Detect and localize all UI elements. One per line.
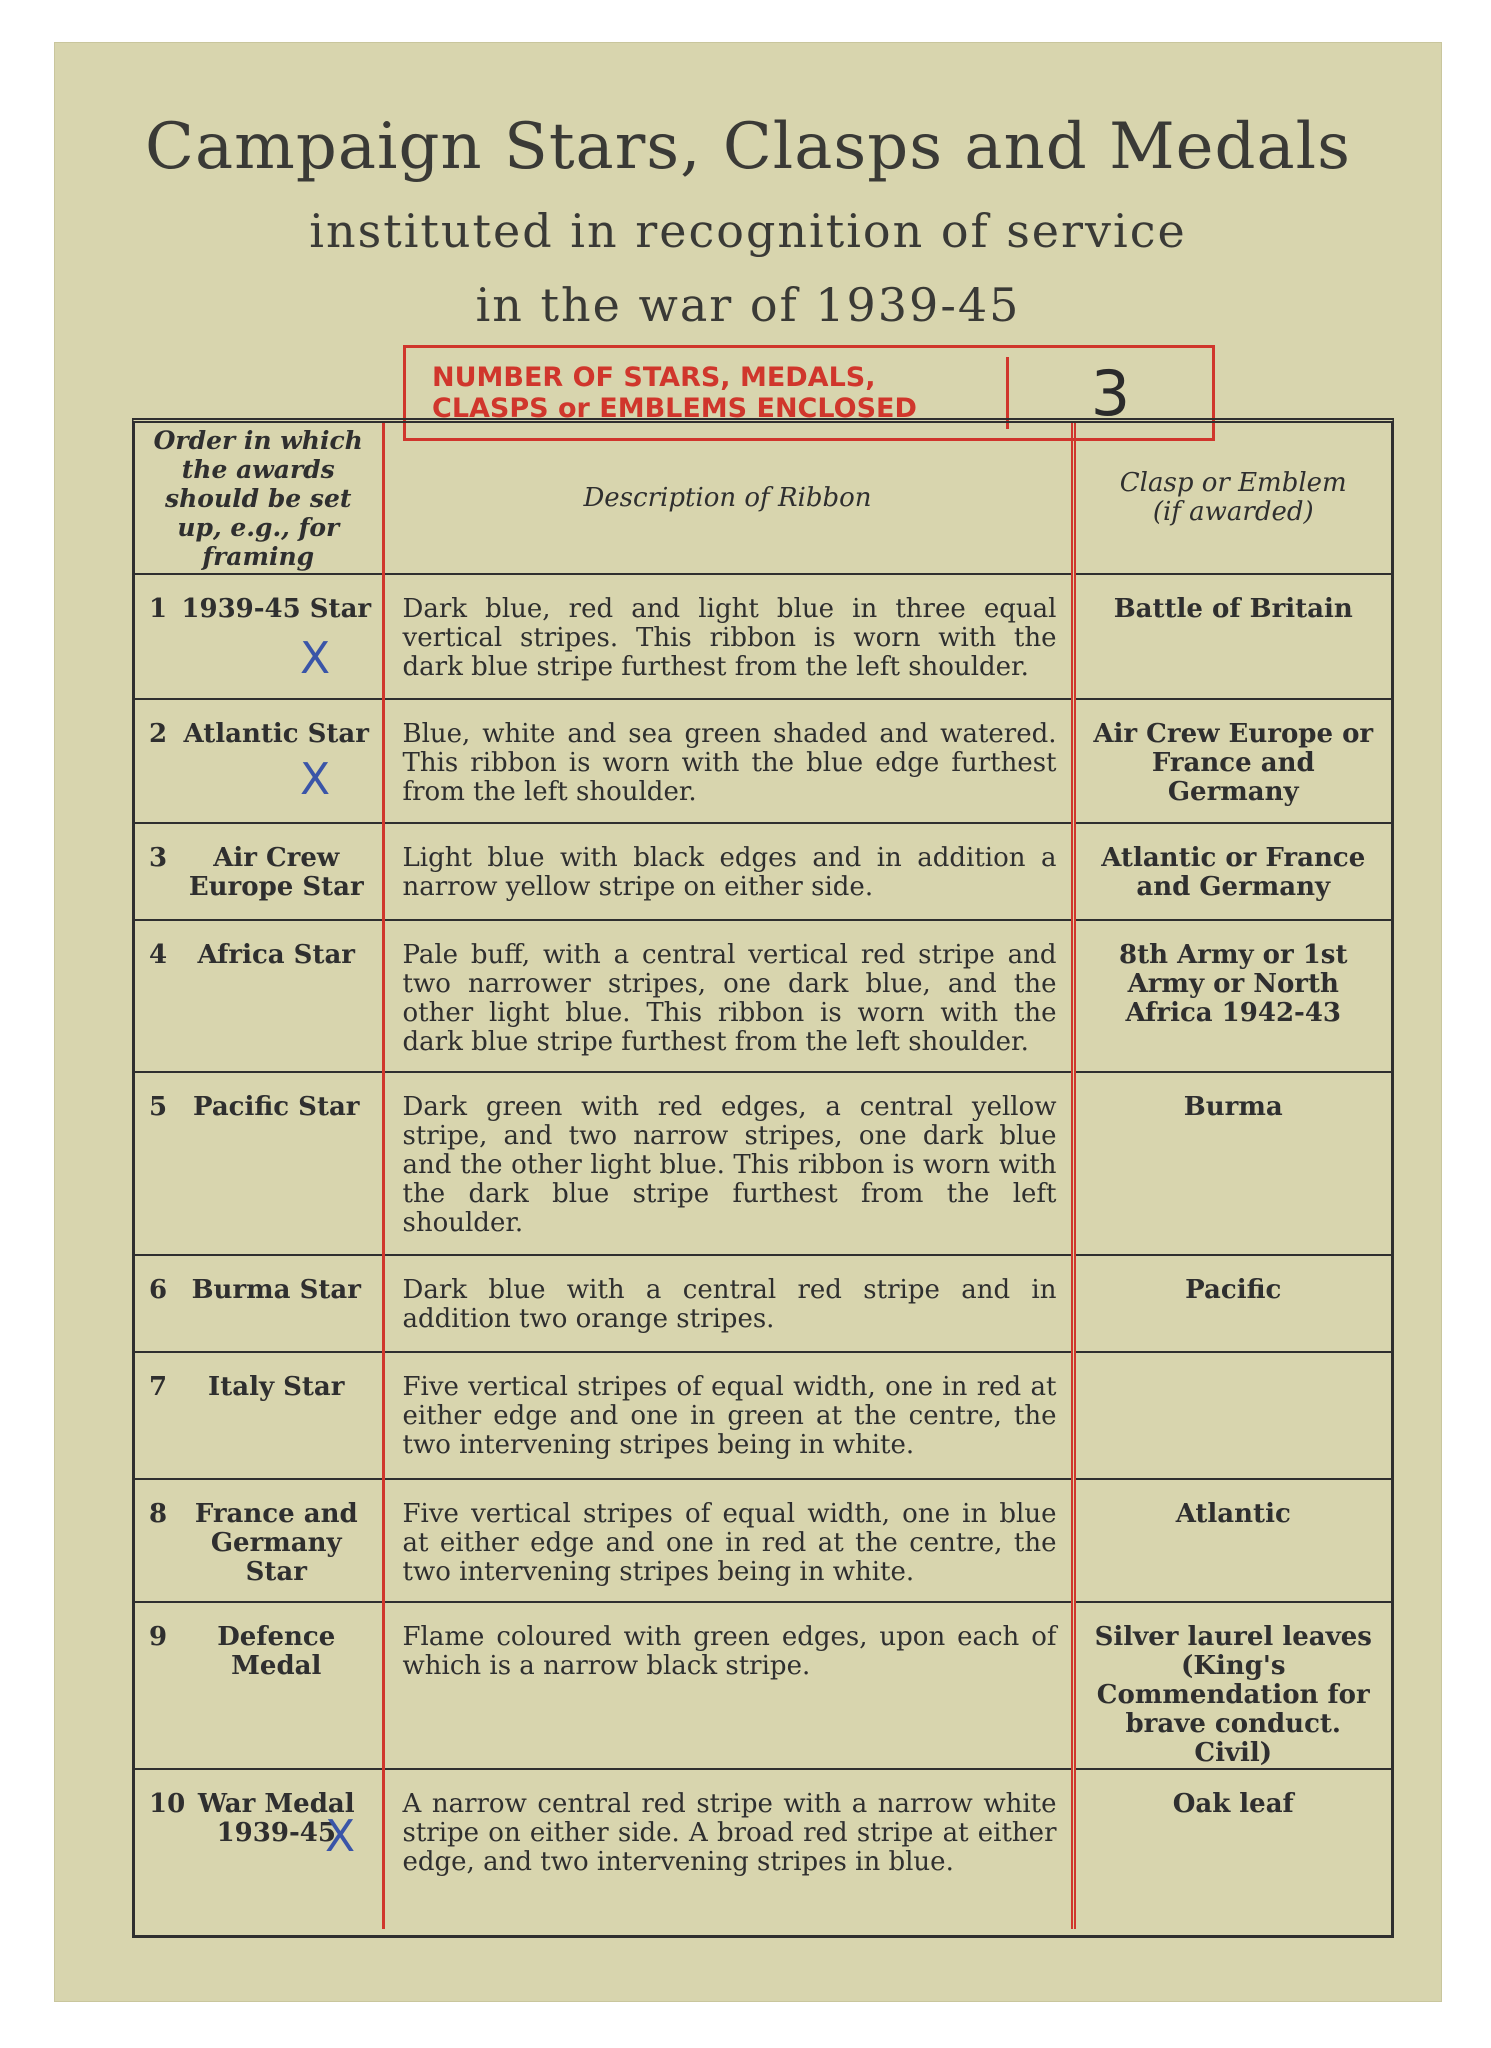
award-name: War Medal 1939-45	[197, 1789, 355, 1848]
clasp-cell	[1073, 823, 1391, 920]
award-info	[135, 921, 382, 970]
ribbon-description: Five vertical stripes of equal width, one in blue at either edge and one in red at the centre, the two intervening stripes being in white.	[402, 1499, 1057, 1587]
tick-mark-icon: X	[325, 1811, 356, 1862]
ribbon-description-cell	[383, 1352, 1073, 1479]
table-row	[135, 920, 1391, 1072]
table-row	[135, 1602, 1391, 1769]
clasp-emblem: Oak leaf	[1172, 1789, 1294, 1819]
award-cell	[135, 1255, 383, 1352]
award-name: Africa Star	[197, 940, 356, 970]
header-clasp	[1073, 423, 1391, 574]
ribbon-description-cell	[383, 699, 1073, 823]
header-order-text: Order in which the awards should be set up, e.g., for framing	[153, 425, 363, 571]
table-row	[135, 699, 1391, 823]
award-name: France and Germany Star	[194, 1499, 358, 1587]
tick-mark-icon: X	[300, 633, 331, 684]
clasp-emblem: Atlantic or France and Germany	[1101, 843, 1366, 902]
award-number: 10	[149, 1789, 186, 1819]
award-cell	[135, 1602, 383, 1769]
subtitle-line-2: in the war of 1939-45	[475, 278, 1021, 332]
award-info	[135, 575, 382, 624]
clasp-emblem: Burma	[1183, 1092, 1283, 1122]
ribbon-description-cell	[383, 920, 1073, 1072]
ribbon-description-cell	[383, 1479, 1073, 1602]
award-cell	[135, 1479, 383, 1602]
clasp-cell	[1073, 1602, 1391, 1769]
award-number: 1	[149, 594, 168, 624]
award-info	[135, 1353, 382, 1402]
clasp-emblem	[1076, 1353, 1392, 1373]
award-info	[135, 824, 382, 902]
enclosed-count-label	[406, 362, 1006, 424]
table-row	[135, 1479, 1391, 1602]
table-row	[135, 1352, 1391, 1479]
clasp-cell	[1073, 1255, 1391, 1352]
award-cell	[135, 1769, 383, 1929]
award-name: Burma Star	[191, 1275, 361, 1305]
award-info	[135, 1073, 382, 1122]
header-description	[383, 423, 1073, 574]
clasp-cell	[1073, 1479, 1391, 1602]
ribbon-description: Five vertical stripes of equal width, one in red at either edge and one in green at the centre, the two intervening stripes being in white.	[402, 1372, 1057, 1460]
award-number: 3	[149, 843, 168, 873]
award-info	[135, 1603, 382, 1681]
table-header-row	[135, 423, 1391, 574]
award-number: 5	[149, 1092, 168, 1122]
ribbon-description-cell	[383, 1769, 1073, 1929]
table-row	[135, 823, 1391, 920]
ribbon-description: Flame coloured with green edges, upon each of which is a narrow black stripe.	[402, 1622, 1057, 1681]
header-description-text: Description of Ribbon	[583, 482, 872, 513]
clasp-emblem: Air Crew Europe or France and Germany	[1093, 719, 1374, 807]
award-cell	[135, 920, 383, 1072]
award-name: Atlantic Star	[183, 719, 369, 749]
ribbon-description-cell	[383, 1072, 1073, 1255]
table-row	[135, 1255, 1391, 1352]
clasp-emblem: Battle of Britain	[1113, 594, 1353, 624]
awards-table	[132, 418, 1394, 1938]
clasp-emblem: Pacific	[1185, 1275, 1282, 1305]
award-number: 6	[149, 1275, 168, 1305]
award-name: Italy Star	[208, 1372, 345, 1402]
subtitle-line-1: instituted in recognition of service	[309, 204, 1187, 258]
award-cell	[135, 1072, 383, 1255]
count-label-line-1: NUMBER OF STARS, MEDALS,	[432, 362, 876, 393]
award-number: 8	[149, 1499, 168, 1529]
header-order	[135, 423, 383, 574]
clasp-cell	[1073, 1072, 1391, 1255]
award-number: 2	[149, 719, 168, 749]
table-row	[135, 1072, 1391, 1255]
ribbon-description-cell	[383, 823, 1073, 920]
ribbon-description: Pale buff, with a central vertical red stripe and two narrower stripes, one dark blue, and the other light blue. This ribbon is worn with the dark blue stripe furthest from the left shoulder.	[402, 940, 1057, 1057]
table-row	[135, 1769, 1391, 1929]
award-info	[135, 1256, 382, 1305]
clasp-emblem: 8th Army or 1st Army or North Africa 1942-43	[1119, 940, 1348, 1028]
award-name: 1939-45 Star	[181, 594, 372, 624]
award-name: Defence Medal	[217, 1622, 336, 1681]
clasp-emblem: Atlantic	[1175, 1499, 1291, 1529]
award-name: Pacific Star	[192, 1092, 360, 1122]
ribbon-description: Dark green with red edges, a central yellow stripe, and two narrow stripes, one dark blue and the other light blue. This ribbon is worn with the dark blue stripe furthest from the left shoulder.	[402, 1092, 1057, 1238]
clasp-cell	[1073, 574, 1391, 699]
clasp-cell	[1073, 1352, 1391, 1479]
ribbon-description: A narrow central red stripe with a narrow white stripe on either side. A broad red stripe at either edge, and two intervening stripes in blue.	[402, 1789, 1057, 1877]
page-title: Campaign Stars, Clasps and Medals	[145, 110, 1351, 184]
award-cell	[135, 1352, 383, 1479]
award-name: Air Crew Europe Star	[188, 843, 364, 902]
award-number: 4	[149, 940, 168, 970]
award-info	[135, 1480, 382, 1587]
ribbon-description-cell	[383, 1255, 1073, 1352]
tick-mark-icon: X	[300, 754, 331, 805]
header-clasp-text: Clasp or Emblem (if awarded)	[1119, 468, 1347, 527]
ribbon-description: Blue, white and sea green shaded and watered. This ribbon is worn with the blue edge furthest from the left shoulder.	[402, 719, 1057, 807]
clasp-cell	[1073, 699, 1391, 823]
table-row	[135, 574, 1391, 699]
clasp-cell	[1073, 1769, 1391, 1929]
ribbon-description-cell	[383, 1602, 1073, 1769]
ribbon-description: Dark blue, red and light blue in three equal vertical stripes. This ribbon is worn with the dark blue stripe furthest from the left shoulder.	[402, 594, 1057, 682]
award-info	[135, 700, 382, 749]
award-cell	[135, 699, 383, 823]
ribbon-description: Dark blue with a central red stripe and in addition two orange stripes.	[402, 1275, 1057, 1334]
clasp-cell	[1073, 920, 1391, 1072]
count-label-line-2: CLASPS or EMBLEMS ENCLOSED	[432, 393, 917, 424]
enclosed-count-value: 3	[1090, 356, 1131, 430]
award-number: 9	[149, 1622, 168, 1652]
award-cell	[135, 823, 383, 920]
ribbon-description-cell	[383, 574, 1073, 699]
ribbon-description: Light blue with black edges and in addition a narrow yellow stripe on either side.	[402, 843, 1057, 902]
award-number: 7	[149, 1372, 168, 1402]
clasp-emblem: Silver laurel leaves (King's Commendation for brave conduct. Civil)	[1094, 1622, 1372, 1768]
award-cell	[135, 574, 383, 699]
